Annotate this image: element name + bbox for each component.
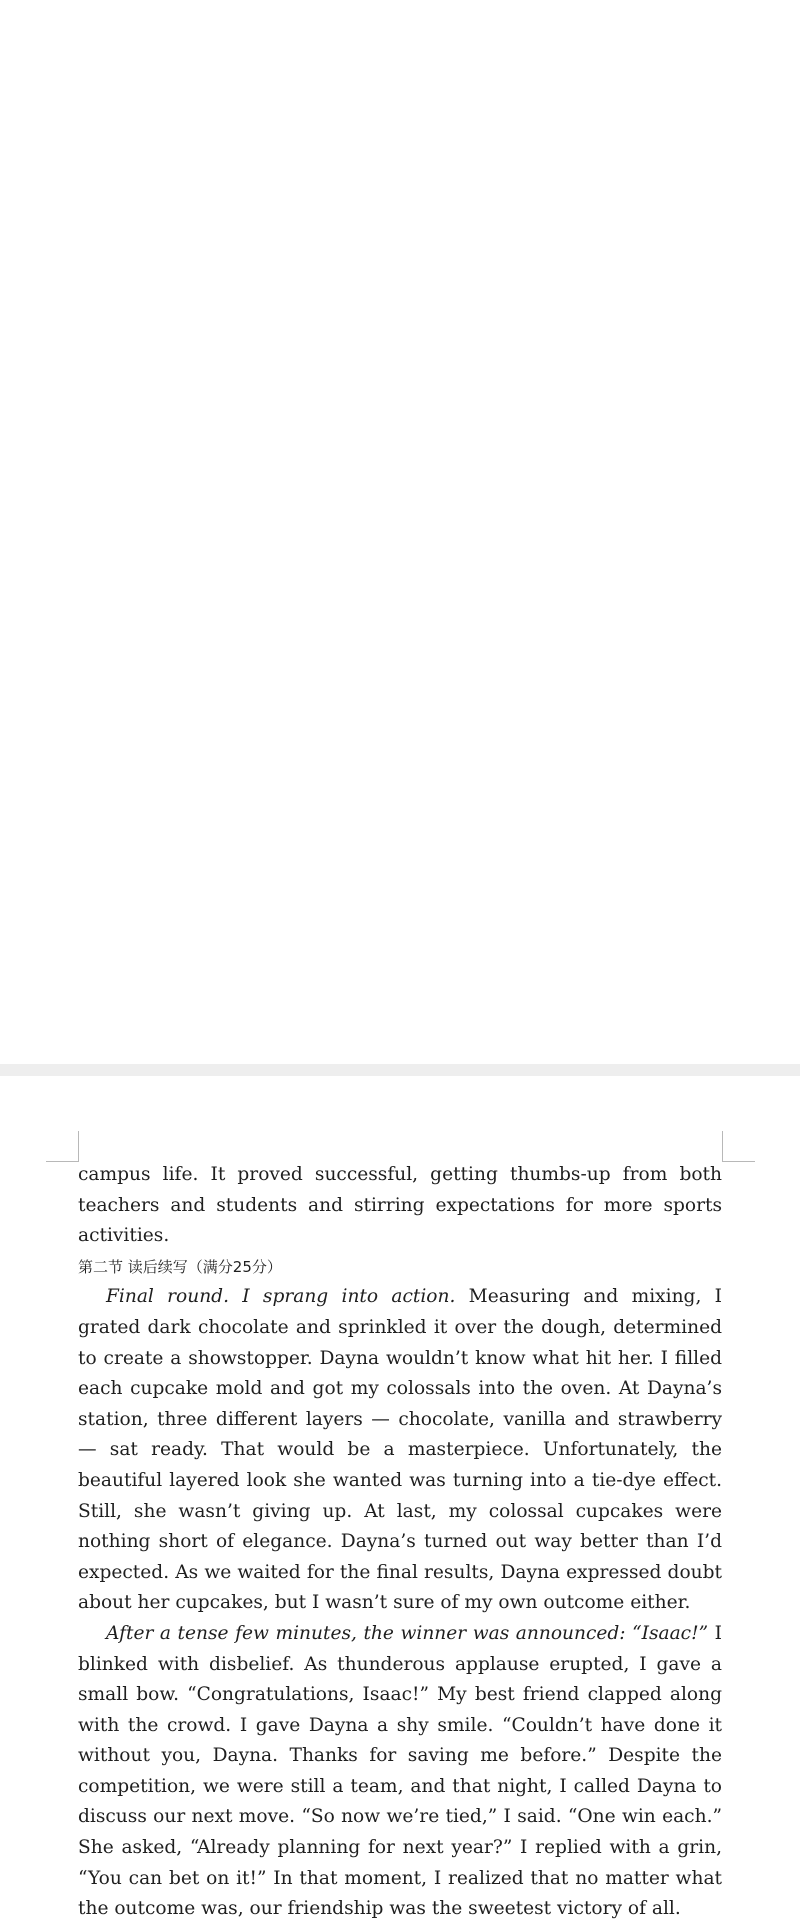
margin-corner-mark-left — [46, 1131, 79, 1162]
document-body — [78, 1160, 722, 1924]
paragraph-body: Measuring and mixing, I grated dark chocolate and sprinkled it over the dough, determined to create a showstopper. Dayna wouldn’t know what hit her. I filled each cupcake mold and got my colossals into the oven. At Dayna’s station, three different layers — chocolate, vanilla and strawberry — sat ready. That would be a masterpiece. Unfortunately, the beautiful layered look she wanted was turning into a tie-dye effect. Still, she wasn’t giving up. At last, my colossal cupcakes were nothing short of elegance. Dayna’s turned out way better than I’d expected. As we waited for the final results, Dayna expressed doubt about her cupcakes, but I wasn’t sure of my own outcome either. — [78, 1286, 722, 1614]
margin-corner-mark-right — [722, 1131, 755, 1162]
paragraph-lead-sentence: After a tense few minutes, the winner was announced: “Isaac!” — [106, 1622, 709, 1644]
page-separator — [0, 1064, 800, 1076]
paragraph-lead-sentence: Final round. I sprang into action. — [106, 1286, 456, 1308]
section-heading: 第二节 读后续写（满分25分） — [78, 1257, 282, 1276]
paragraph-winner-announced — [78, 1619, 722, 1924]
continued-paragraph: campus life. It proved successful, getting thumbs-up from both teachers and students and stirring expectations for more sports activities. — [78, 1164, 722, 1247]
paragraph-body: I blinked with disbelief. As thunderous applause erupted, I gave a small bow. “Congratulations, Isaac!” My best friend clapped along with the crowd. I gave Dayna a shy smile. “Couldn’t have done it without you, Dayna. Thanks for saving me before.” Despite the competition, we were still a team, and that night, I called Dayna to discuss our next move. “So now we’re tied,” I said. “One win each.” She asked, “Already planning for next year?” I replied with a grin, “You can bet on it!” In that moment, I realized that no matter what the outcome was, our friendship was the sweetest victory of all. — [78, 1622, 722, 1920]
paragraph-final-round — [78, 1282, 722, 1619]
